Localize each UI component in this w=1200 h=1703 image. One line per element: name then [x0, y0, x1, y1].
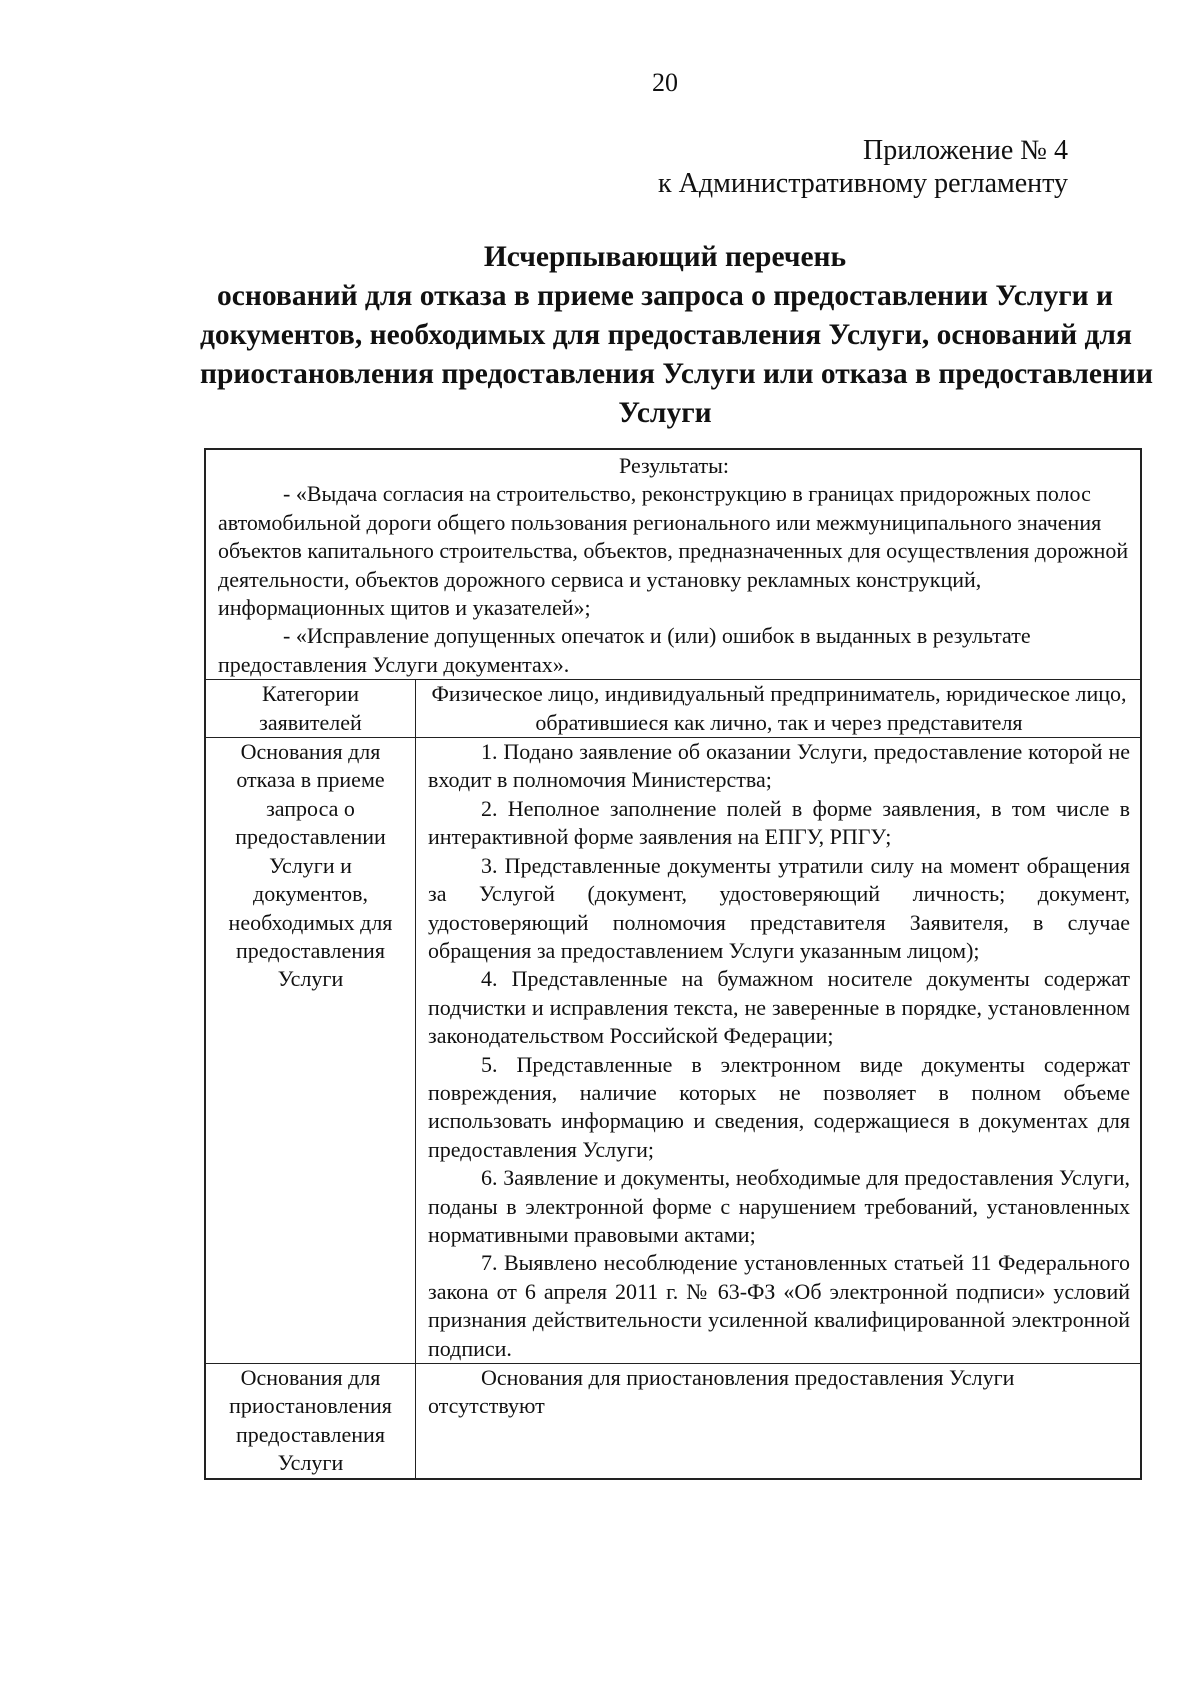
categories-row: [206, 679, 1140, 737]
suspension-label: Основания для приостановления предоставления Услуги: [206, 1364, 416, 1478]
title-line-1: Исчерпывающий перечень: [483, 241, 847, 273]
refusal-item-1: 1. Подано заявление об оказании Услуги, предоставление которой не входит в полномочия Министерства;: [428, 739, 1130, 793]
refusal-list: [416, 738, 1140, 1363]
title-line-2: оснований для отказа в приеме запроса о предоставлении Услуги и: [217, 280, 1113, 312]
grounds-table: [204, 448, 1142, 1480]
refusal-item-7: 7. Выявлено несоблюдение установленных статьей 11 Федерального закона от 6 апреля 2011 г. № 63-ФЗ «Об электронной подписи» условий признания действительности усиленной квалифицированной электронной подписи.: [428, 1250, 1130, 1361]
results-cell: [206, 450, 1140, 679]
results-heading: Результаты:: [619, 453, 729, 478]
suspension-value-cell: [416, 1364, 1140, 1478]
refusal-label: Основания для отказа в приеме запроса о предоставлении Услуги и документов, необходимых для предоставления Услуги: [206, 738, 416, 1363]
refusal-item-6: 6. Заявление и документы, необходимые для предоставления Услуги, поданы в электронной форме с нарушением требований, установленных нормативными правовыми актами;: [428, 1165, 1130, 1247]
title-line-4: приостановления предоставления Услуги или отказа в предоставлении: [200, 358, 1154, 390]
document-title: [200, 238, 1154, 433]
categories-label: Категории заявителей: [206, 680, 416, 737]
refusal-row: [206, 737, 1140, 1363]
refusal-item-3: 3. Представленные документы утратили силу на момент обращения за Услугой (документ, удостоверяющий личность; документ, удостоверяющий полномочия представителя Заявителя, в случае обращения за предоставлением Услуги указанным лицом);: [428, 852, 1130, 963]
categories-value: Физическое лицо, индивидуальный предприниматель, юридическое лицо, обратившиеся как лично, так и через представителя: [431, 681, 1127, 735]
suspension-value: Основания для приостановления предоставления Услуги отсутствуют: [428, 1365, 1015, 1419]
page-number: 20: [652, 68, 678, 97]
results-item-2: - «Исправление допущенных опечаток и (или) ошибок в выданных в результате предоставления Услуги документах».: [218, 623, 1031, 677]
refusal-item-5: 5. Представленные в электронном виде документы содержат повреждения, наличие которых не позволяет в полном объеме использовать информацию и сведения, содержащиеся в документах для предоставления Услуги;: [428, 1051, 1130, 1162]
appendix-line-2: к Административному регламенту: [658, 168, 1068, 199]
refusal-item-4: 4. Представленные на бумажном носителе документы содержат подчистки и исправления текста, не заверенные в порядке, установленном законодательством Российской Федерации;: [428, 966, 1130, 1049]
results-item-1: - «Выдача согласия на строительство, реконструкцию в границах придорожных полос автомобильной дороги общего пользования регионального или межмуниципального значения объектов капитального строительства, объектов, предназначенных для осуществления дорожной деятельности, объектов дорожного сервиса и установку рекламных конструкций, информационных щитов и указателей»;: [218, 481, 1129, 621]
title-line-5: Услуги: [618, 397, 712, 429]
title-line-3: документов, необходимых для предоставления Услуги, оснований для: [200, 319, 1132, 351]
suspension-row: [206, 1363, 1140, 1478]
results-row: [206, 450, 1140, 679]
appendix-note: [658, 134, 1068, 200]
appendix-line-1: Приложение № 4: [863, 135, 1068, 166]
refusal-item-2: 2. Неполное заполнение полей в форме заявления, в том числе в интерактивной форме заявления на ЕПГУ, РПГУ;: [428, 795, 1130, 850]
